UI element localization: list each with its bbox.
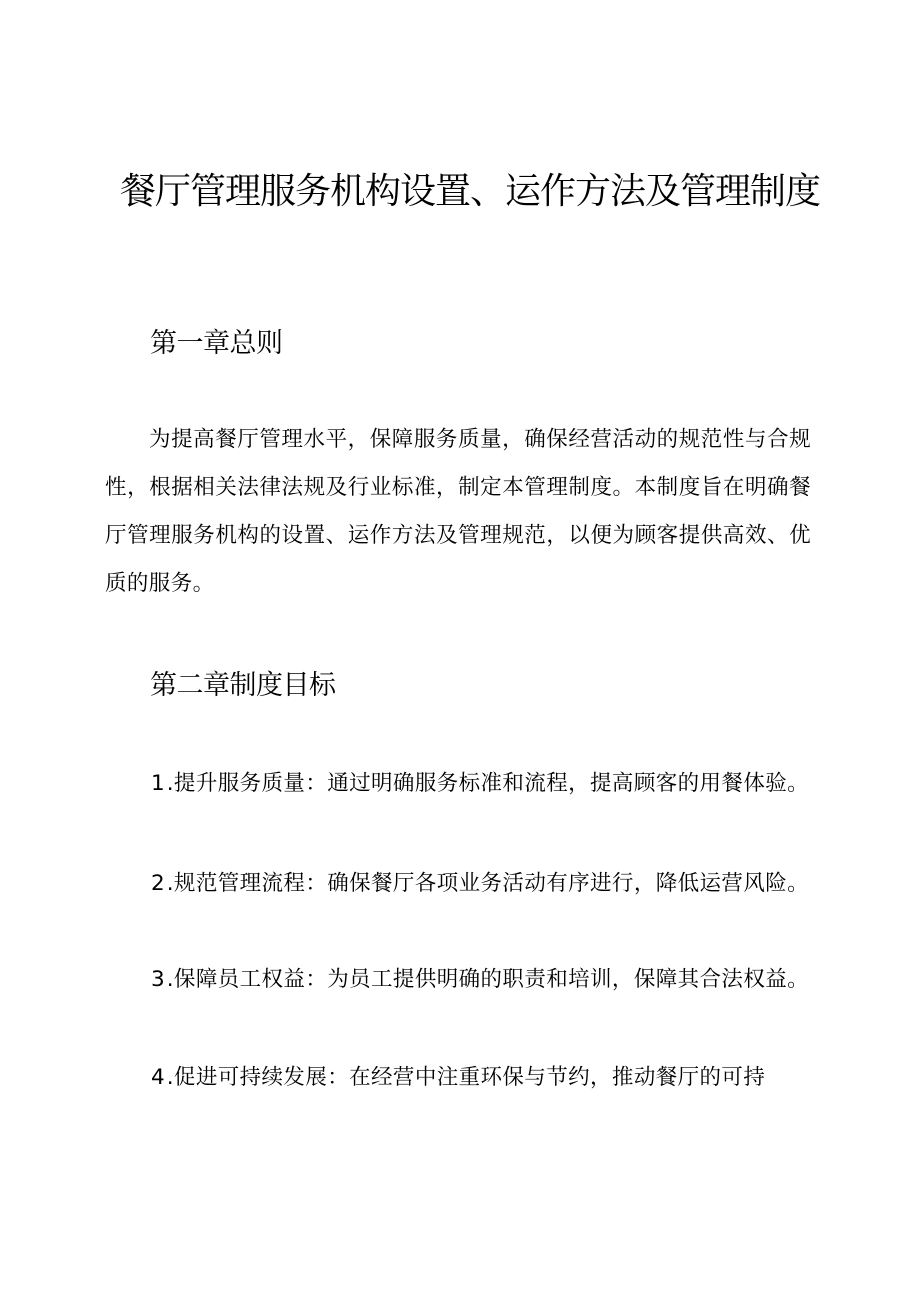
objective-number: 4 [151, 1065, 167, 1090]
document-title: 餐厅管理服务机构设置、运作方法及管理制度 [119, 171, 820, 212]
objective-number: 1 [151, 771, 167, 796]
objective-item [105, 760, 811, 808]
chapter-heading-objectives: 第二章制度目标 [150, 670, 336, 701]
objective-number: 3 [151, 967, 167, 992]
chapter-heading-general: 第一章总则 [150, 328, 283, 359]
objective-number: 2 [151, 871, 167, 896]
objective-text: .提升服务质量：通过明确服务标准和流程，提高顾客的用餐体验。 [166, 771, 810, 796]
objective-item [105, 956, 811, 1004]
objective-text: .促进可持续发展：在经营中注重环保与节约，推动餐厅的可持 [166, 1065, 766, 1090]
objective-item [105, 860, 811, 908]
objective-text: .规范管理流程：确保餐厅各项业务活动有序进行，降低运营风险。 [166, 871, 810, 896]
objective-text: .保障员工权益：为员工提供明确的职责和培训，保障其合法权益。 [166, 967, 810, 992]
chapter-1-paragraph: 为提高餐厅管理水平，保障服务质量，确保经营活动的规范性与合规性，根据相关法律法规及行业标准，制定本管理制度。本制度旨在明确餐厅管理服务机构的设置、运作方法及管理规范，以便为顾客提供高效、优质的服务。 [105, 427, 811, 596]
objective-item [105, 1054, 811, 1102]
